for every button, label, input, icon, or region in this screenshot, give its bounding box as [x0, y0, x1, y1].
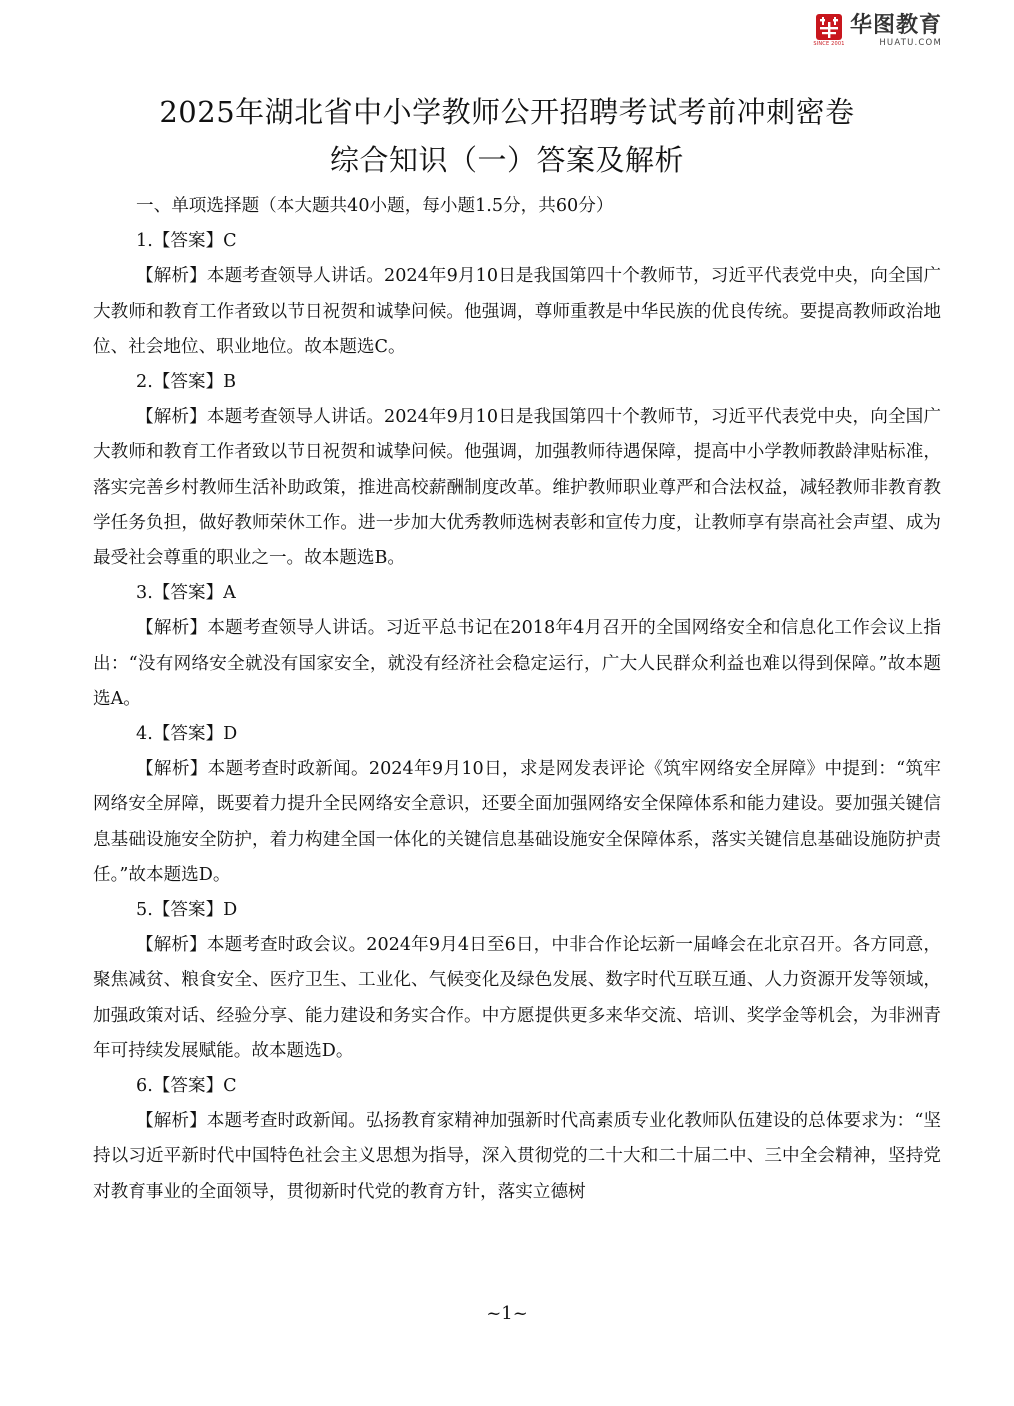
analysis-4: 【解析】本题考查时政新闻。2024年9月10日，求是网发表评论《筑牢网络安全屏障》中提到：“筑牢网络安全屏障，既要着力提升全民网络安全意识，还要全面加强网络安全保障体系和能力建设。要加强关键信息基础设施安全防护，着力构建全国一体化的关键信息基础设施安全保障体系，落实关键信息基础设施防护责任。”故本题选D。: [93, 759, 941, 885]
analysis-2: 【解析】本题考查领导人讲话。2024年9月10日是我国第四十个教师节，习近平代表党中央，向全国广大教师和教育工作者致以节日祝贺和诚挚问候。他强调，加强教师待遇保障，提高中小学教师教龄津贴标准，落实完善乡村教师生活补助政策，推进高校薪酬制度改革。维护教师职业尊严和合法权益，减轻教师非教育教学任务负担，做好教师荣休工作。进一步加大优秀教师选树表彰和宣传力度，让教师享有崇高社会声望、成为最受社会尊重的职业之一。故本题选B。: [93, 407, 941, 569]
answer-4: 4.【答案】D: [136, 724, 238, 745]
huatu-logo-mark: [814, 14, 844, 48]
huatu-emblem-icon: [816, 14, 842, 40]
brand-since: SINCE 2001: [813, 41, 845, 47]
document-body: [93, 189, 941, 1210]
answer-3: 3.【答案】A: [136, 583, 236, 604]
answer-2: 2.【答案】B: [136, 372, 237, 393]
document-title: 2025年湖北省中小学教师公开招聘考试考前冲刺密卷: [159, 95, 855, 129]
answer-6: 6.【答案】C: [136, 1076, 237, 1097]
analysis-5: 【解析】本题考查时政会议。2024年9月4日至6日，中非合作论坛新一届峰会在北京召开。各方同意，聚焦减贫、粮食安全、医疗卫生、工业化、气候变化及绿色发展、数字时代互联互通、人力资源开发等领域，加强政策对话、经验分享、能力建设和务实合作。中方愿提供更多来华交流、培训、奖学金等机会，为非洲青年可持续发展赋能。故本题选D。: [93, 935, 941, 1061]
section-heading: 一、单项选择题（本大题共40小题，每小题1.5分，共60分）: [136, 196, 614, 216]
huatu-logo: [814, 14, 942, 48]
answer-1: 1.【答案】C: [136, 231, 237, 252]
analysis-3: 【解析】本题考查领导人讲话。习近平总书记在2018年4月召开的全国网络安全和信息化工作会议上指出：“没有网络安全就没有国家安全，就没有经济社会稳定运行，广大人民群众利益也难以得到保障。”故本题选A。: [93, 618, 941, 709]
brand-url: HUATU.COM: [879, 38, 942, 48]
page-number: ~1~: [486, 1303, 528, 1324]
analysis-6: 【解析】本题考查时政新闻。弘扬教育家精神加强新时代高素质专业化教师队伍建设的总体要求为：“坚持以习近平新时代中国特色社会主义思想为指导，深入贯彻党的二十大和二十届二中、三中全会精神，坚持党对教育事业的全面领导，贯彻新时代党的教育方针，落实立德树: [93, 1111, 941, 1202]
answer-5: 5.【答案】D: [136, 900, 238, 921]
huatu-logo-text: [850, 14, 942, 48]
brand-name: 华图教育: [849, 13, 942, 38]
document-subtitle: 综合知识（一）答案及解析: [329, 143, 684, 177]
analysis-1: 【解析】本题考查领导人讲话。2024年9月10日是我国第四十个教师节，习近平代表党中央，向全国广大教师和教育工作者致以节日祝贺和诚挚问候。他强调，尊师重教是中华民族的优良传统。要提高教师政治地位、社会地位、职业地位。故本题选C。: [93, 266, 941, 357]
